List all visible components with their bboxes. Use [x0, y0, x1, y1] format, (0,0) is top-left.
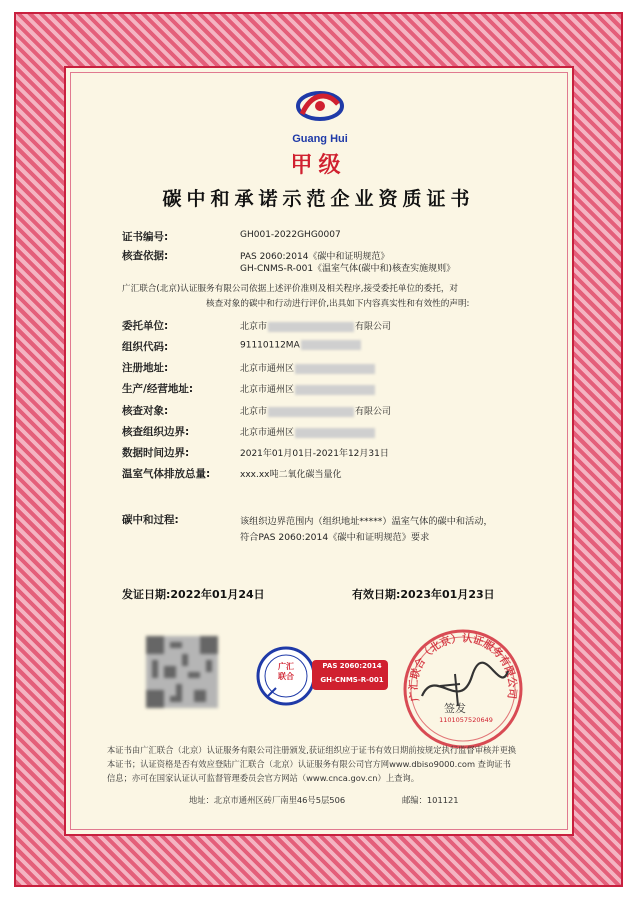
process-label: 碳中和过程: — [122, 514, 179, 526]
guanghui-logo-icon — [294, 84, 346, 134]
badge-org-line-1: 广汇 — [278, 662, 294, 671]
op-addr-text: 北京市通州区 — [240, 385, 295, 395]
redacted-block — [301, 340, 361, 350]
badge-org — [273, 662, 299, 682]
badge-std-1: PAS 2060:2014 — [322, 662, 382, 670]
qr-code-icon — [146, 636, 218, 708]
period-value: 2021年01月01日-2021年12月31日 — [240, 449, 389, 459]
footer-line-1: 本证书由广汇联合（北京）认证服务有限公司注册颁发,获证组织应于证书有效日期前按规定执行监督审核并更换 — [107, 745, 517, 755]
seal-arc-text: 广汇联合（北京）认证服务有限公司 — [407, 632, 519, 703]
org-code-label: 组织代码: — [122, 341, 169, 353]
footer-line-2: 本证书；认证资格是否有效应登陆广汇联合（北京）认证服务有限公司官方网www.dbiso9000.com 查询证书 — [107, 759, 511, 769]
target-suffix: 有限公司 — [355, 407, 392, 417]
target-value — [240, 404, 391, 417]
redacted-block — [268, 407, 354, 417]
official-seal-icon — [400, 626, 526, 752]
basis-label: 核查依据: — [122, 250, 169, 262]
badge-std-2: GH-CNMS-R-001 — [320, 676, 384, 684]
org-code-value — [240, 340, 362, 351]
reg-addr-text: 北京市通州区 — [240, 364, 295, 374]
certificate-level: 甲级 — [290, 153, 347, 178]
footer-postcode: 邮编：101121 — [402, 795, 459, 805]
issue-date: 发证日期:2022年01月24日 — [122, 588, 265, 601]
reg-addr-value — [240, 361, 376, 374]
op-addr-value — [240, 382, 376, 395]
redacted-block — [295, 385, 375, 395]
logo-wordmark: Guang Hui — [292, 133, 348, 145]
redacted-block — [295, 428, 375, 438]
boundary-label: 核查组织边界: — [122, 426, 190, 438]
client-label: 委托单位: — [122, 320, 169, 332]
redacted-block — [295, 364, 375, 374]
intro-line-1: 广汇联合(北京)认证服务有限公司依据上述评价准则及相关程序,接受委托单位的委托，对 — [122, 284, 459, 294]
boundary-value — [240, 425, 376, 438]
valid-date: 有效日期:2023年01月23日 — [352, 588, 495, 601]
period-label: 数据时间边界: — [122, 447, 190, 459]
op-addr-label: 生产/经营地址: — [122, 383, 194, 395]
redacted-block — [268, 322, 354, 332]
client-suffix: 有限公司 — [355, 322, 392, 332]
cert-no-label: 证书编号: — [122, 231, 169, 243]
basis-line-2: GH-CNMS-R-001《温室气体(碳中和)核查实施规则》 — [240, 264, 456, 274]
ghg-value: xxx.xx吨二氧化碳当量化 — [240, 470, 342, 480]
reg-addr-label: 注册地址: — [122, 362, 169, 374]
signed-label: 签发 — [444, 702, 466, 715]
boundary-text: 北京市通州区 — [240, 428, 295, 438]
seal-number: 1101057520649 — [439, 716, 493, 724]
cert-no-value: GH001-2022GHG0007 — [240, 230, 341, 240]
process-line-2: 符合PAS 2060:2014《碳中和证明规范》要求 — [240, 532, 430, 543]
badge-org-line-2: 联合 — [278, 672, 294, 681]
process-line-1: 该组织边界范围内（组织地址*****）温室气体的碳中和活动， — [240, 516, 493, 527]
intro-line-2: 核查对象的碳中和行动进行评价,出具如下内容真实性和有效性的声明: — [206, 299, 470, 309]
client-prefix: 北京市 — [240, 322, 268, 332]
footer-address: 地址：北京市通州区砖厂南里46号5层506 — [189, 795, 346, 805]
footer-line-3: 信息；亦可在国家认证认可监督管理委员会官方网站（www.cnca.gov.cn）上查询。 — [107, 773, 420, 783]
certificate-title: 碳中和承诺示范企业资质证书 — [162, 188, 475, 210]
ghg-label: 温室气体排放总量: — [122, 468, 211, 480]
target-label: 核查对象: — [122, 405, 169, 417]
client-value — [240, 319, 391, 332]
basis-line-1: PAS 2060:2014《碳中和证明规范》 — [240, 252, 390, 262]
target-prefix: 北京市 — [240, 407, 268, 417]
org-code-text: 91110112MA — [240, 340, 300, 351]
